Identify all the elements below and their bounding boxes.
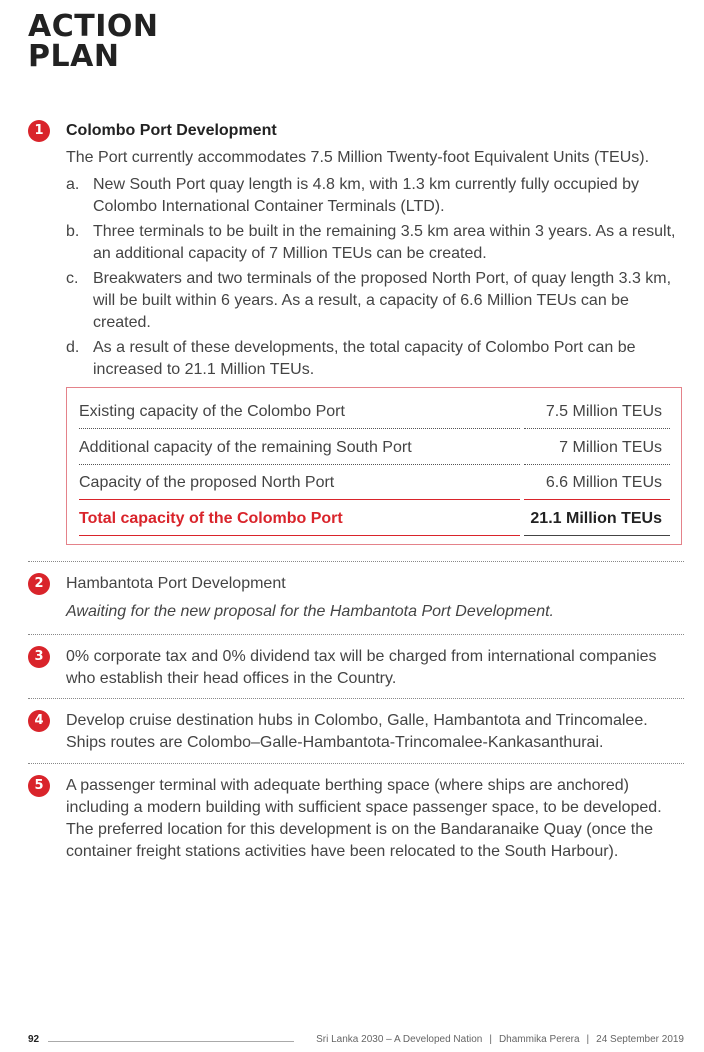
section-divider — [28, 763, 684, 764]
section-number-badge: 5 — [28, 775, 50, 797]
table-row — [79, 430, 670, 465]
table-total-label: Total capacity of the Colombo Port — [79, 501, 520, 536]
table-cell-value: 7.5 Million TEUs — [524, 394, 670, 429]
section-divider — [28, 634, 684, 635]
table-row — [79, 394, 670, 429]
section-note: Awaiting for the new proposal for the Hambantota Port Development. — [66, 603, 554, 620]
page-title — [28, 9, 159, 74]
title-line-1: ACTION — [28, 9, 159, 44]
list-item-text: Breakwaters and two terminals of the proposed North Port, of quay length 3.3 km, will be built within 6 years. As a result, a capacity of 6.6 Million TEUs can be created. — [93, 270, 672, 331]
section-number-badge: 3 — [28, 646, 50, 668]
section-cruise-hubs — [28, 710, 684, 754]
section-hambantota-port — [28, 573, 684, 623]
table-cell-value: 6.6 Million TEUs — [524, 465, 670, 500]
list-item — [66, 268, 684, 334]
table-cell-label: Additional capacity of the remaining South Port — [79, 430, 520, 465]
section-tax — [28, 646, 684, 690]
footer-date: 24 September 2019 — [596, 1034, 684, 1045]
list-item-label: a. — [66, 176, 80, 193]
footer-author: Dhammika Perera — [498, 1034, 580, 1045]
section-intro: The Port currently accommodates 7.5 Million Twenty-foot Equivalent Units (TEUs). — [66, 149, 650, 166]
section-colombo-port — [28, 120, 684, 384]
footer-text — [316, 1034, 684, 1045]
section-passenger-terminal — [28, 775, 684, 863]
list-item — [66, 221, 684, 265]
list-item — [66, 337, 684, 381]
section-text: A passenger terminal with adequate berthing space (where ships are anchored) including a modern building with sufficient space passenger space, to be developed. The preferred location for this development is on the Bandaranaike Quay (once the container freight stations activities have been relocated to the South Harbour). — [66, 777, 662, 860]
footer-separator: | — [489, 1034, 492, 1045]
table-cell-value: 7 Million TEUs — [524, 430, 670, 465]
list-item-label: d. — [66, 339, 80, 356]
list-item-text: Three terminals to be built in the remaining 3.5 km area within 3 years. As a result, an additional capacity of 7 Million TEUs can be created. — [93, 223, 676, 262]
capacity-table — [66, 387, 682, 545]
section-heading: Hambantota Port Development — [66, 575, 286, 592]
list-item-text: As a result of these developments, the total capacity of Colombo Port can be increased to 21.1 Million TEUs. — [93, 339, 636, 378]
table-cell-label: Existing capacity of the Colombo Port — [79, 394, 520, 429]
list-item — [66, 174, 684, 218]
footer-rule — [48, 1041, 294, 1042]
table-row — [79, 465, 670, 500]
list-item-text: New South Port quay length is 4.8 km, with 1.3 km currently fully occupied by Colombo International Container Terminals (LTD). — [93, 176, 640, 215]
table-cell-label: Capacity of the proposed North Port — [79, 465, 520, 500]
section-number-badge: 4 — [28, 710, 50, 732]
section-number-badge: 1 — [28, 120, 50, 142]
development-list — [66, 174, 684, 381]
table-total-row — [79, 501, 670, 536]
list-item-label: c. — [66, 270, 79, 287]
section-divider — [28, 561, 684, 562]
section-heading: Colombo Port Development — [66, 122, 277, 139]
footer-book-title: Sri Lanka 2030 – A Developed Nation — [316, 1034, 483, 1045]
page-footer — [28, 1034, 684, 1048]
section-text: Develop cruise destination hubs in Colombo, Galle, Hambantota and Trincomalee. Ships routes are Colombo–Galle-Hambantota-Trincomalee-Kankasanthurai. — [66, 712, 648, 751]
title-line-2: PLAN — [28, 39, 120, 74]
section-divider — [28, 698, 684, 699]
table-total-value: 21.1 Million TEUs — [524, 501, 670, 536]
page-number: 92 — [28, 1034, 40, 1045]
footer-separator: | — [586, 1034, 590, 1045]
section-text: 0% corporate tax and 0% dividend tax will be charged from international companies who establish their head offices in the Country. — [66, 648, 657, 687]
section-number-badge: 2 — [28, 573, 50, 595]
list-item-label: b. — [66, 223, 80, 240]
